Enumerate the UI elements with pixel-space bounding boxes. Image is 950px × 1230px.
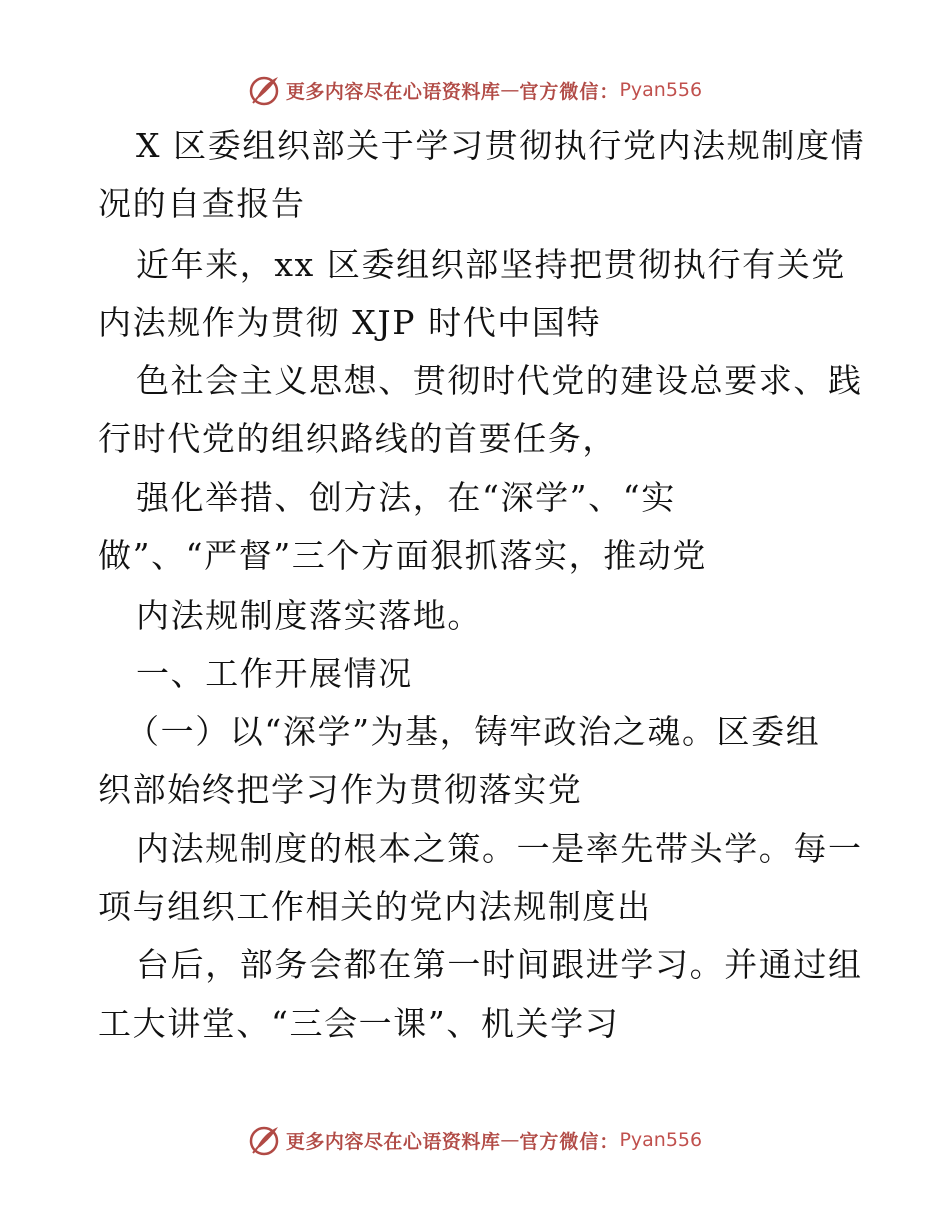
quill-logo-icon (248, 1123, 282, 1157)
banner-dash: — (500, 79, 520, 101)
header-banner (0, 70, 950, 110)
quill-logo-icon (248, 73, 282, 107)
doc-line-3: 近年来，xx 区委组织部坚持把贯彻执行有关党 (136, 245, 846, 284)
doc-line-4: 内法规作为贯彻 XJP 时代中国特 (98, 303, 602, 342)
doc-line-16: 工大讲堂、“三会一课”、机关学习 (98, 1004, 620, 1043)
banner-text: 更多内容尽在心语资料库 (285, 1130, 501, 1153)
doc-title-line-2: 况的自查报告 (98, 184, 306, 223)
section-heading: 一、工作开展情况 (136, 654, 413, 693)
doc-line-14: 项与组织工作相关的党内法规制度出 (98, 887, 652, 926)
doc-line-6: 行时代党的组织路线的首要任务， (98, 419, 617, 458)
banner-text: 更多内容尽在心语资料库 (285, 80, 501, 103)
banner-wechat-id: Pyan556 (619, 79, 703, 101)
doc-line-12: 织部始终把学习作为贯彻落实党 (98, 770, 583, 809)
doc-line-15: 台后，部务会都在第一时间跟进学习。并通过组 (136, 945, 863, 984)
doc-title-line-1: X 区委组织部关于学习贯彻执行党内法规制度情 (136, 126, 866, 165)
footer-banner (0, 1120, 950, 1160)
doc-line-9: 内法规制度落实落地。 (136, 596, 482, 635)
doc-line-5: 色社会主义思想、贯彻时代党的建设总要求、践 (136, 361, 863, 400)
banner-wechat-id: Pyan556 (619, 1129, 703, 1151)
banner-wechat-label: 官方微信： (519, 1130, 620, 1153)
banner-dash: — (500, 1129, 520, 1151)
doc-line-7: 强化举措、创方法，在“深学”、“实 (136, 478, 676, 517)
banner-wechat-label: 官方微信： (519, 80, 620, 103)
doc-line-13: 内法规制度的根本之策。一是率先带头学。每一 (136, 829, 863, 868)
subsection-heading: （一）以“深学”为基，铸牢政治之魂。区委组 (126, 712, 821, 751)
doc-line-8: 做”、“严督”三个方面狠抓落实，推动党 (98, 536, 708, 575)
